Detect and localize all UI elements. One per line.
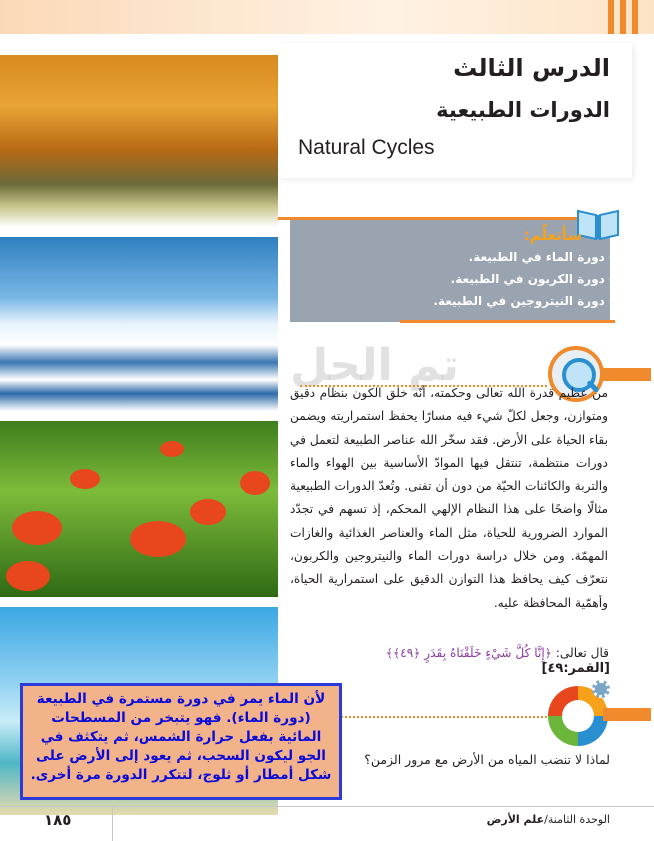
section-marker — [603, 708, 651, 721]
poppy-field-photo — [0, 421, 278, 597]
quran-quote — [386, 646, 609, 660]
section-marker — [603, 368, 651, 381]
autumn-river-photo — [0, 55, 278, 227]
verse-reference: [القمر:٤٩] — [541, 661, 610, 676]
footer-separator — [112, 806, 113, 841]
subject-label: علم الأرض — [486, 813, 545, 826]
footer-divider — [0, 806, 654, 807]
lesson-title-ar: الدورات الطبيعية — [436, 98, 610, 122]
lesson-label: الدرس الثالث — [453, 54, 610, 82]
top-stripes — [608, 0, 648, 34]
learn-title: سأتعلّم: — [523, 226, 582, 244]
learn-item: - دورة النيتروجين في الطبيعة. — [433, 294, 614, 308]
learn-item: - دورة الكربون في الطبيعة. — [450, 272, 614, 286]
top-banner — [0, 0, 654, 34]
gear-cycle-icon — [548, 686, 608, 746]
divider — [400, 320, 615, 323]
lesson-title-en: Natural Cycles — [298, 136, 435, 159]
quran-intro: قال تعالى: — [551, 646, 609, 660]
intro-paragraph: من عظيم قدرة الله تعالى وحكمته، أنّه خلق الكون بنظام دقيق ومتوازن، وجعل لكلّ شيء فيه مسارًا يحفظ استمراريته ويضمن بقاء الحياة على الأرض. فقد سخّر الله عناصر الطبيعة لتعمل في دورات منتظمة، تنتقل فيها الموادّ الأساسية بين الهواء والماء والتربة والكائنات الحيّة من دون أن تفنى. وتُعدّ الدورات الطبيعية مثالًا واضحًا على هذا النظام الإلهي المحكم، إذ تسهم في تجدّد الموارد الضرورية للحياة، مثل الماء والعناصر الغذائية والغازات المهمّة. ومن خلال دراسة دورات الماء والنيتروجين والكربون، نتعرّف كيف يحافظ هذا التوازن الدقيق على استمرارية الحياة، وأهمّية المحافظة عليه. — [290, 386, 608, 610]
question-text: لماذا لا تنضب المياه من الأرض مع مرور الزمن؟ — [364, 752, 610, 767]
quran-verse: ﴿إِنَّا كُلَّ شَيْءٍ خَلَقْنَاهُ بِقَدَرٍ ﴿٤٩﴾﴾ — [385, 646, 552, 660]
unit-label: الوحدة الثامنة/ — [544, 813, 610, 826]
answer-box — [20, 683, 342, 800]
page-number: ١٨٥ — [44, 811, 72, 829]
learn-list — [334, 246, 614, 312]
footer-unit — [487, 813, 610, 826]
learn-item: - دورة الماء في الطبيعة. — [468, 250, 614, 264]
snow-hills-photo — [0, 237, 278, 411]
answer-text: لأن الماء يمر في دورة مستمرة في الطبيعة (دورة الماء). فهو يتبخر من المسطحات المائية بفعل حرارة الشمس، ثم يتكثف في الجو ليكون السحب، ثم يعود إلى الأرض على شكل أمطار أو ثلوج، لتتكرر الدورة مرة أخرى. — [30, 691, 332, 783]
watermark: تم الحل — [290, 340, 459, 391]
